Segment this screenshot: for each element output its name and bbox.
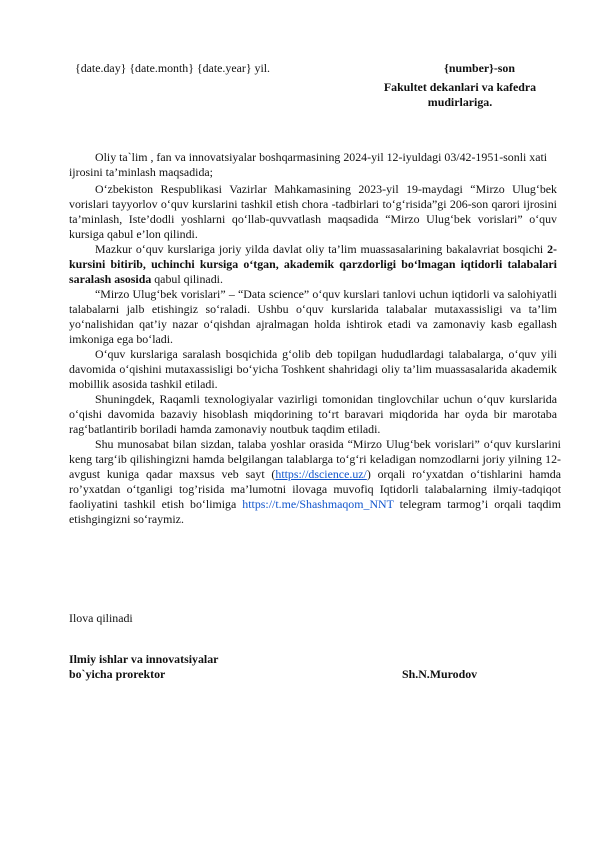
telegram-link[interactable]: https://t.me/Shashmaqom_NNT bbox=[242, 497, 394, 511]
paragraph-7-mid: ) orqali ro‘yxatdan o‘tishlarini hamda ro’yxatdan o‘tganligi tog’risida ma’lumotni ilovaga muvofiq Iqtidorli talabalarning ilmiy-tadqiqot faoliyatini tashkil etish bo‘limiga bbox=[69, 467, 561, 511]
paragraph-7-start: Shu munosabat bilan sizdan, talaba yoshlar orasida “Mirzo Ulug‘bek vorislari” o‘quv kurslarini keng targ‘ib qilishingizni hamda belgilangan talablarga to‘g‘ri keladigan nomzodlarni joriy yilning 12-avgust kuniga qadar maxsus veb sayt ( bbox=[69, 437, 561, 481]
paragraph-4: “Mirzo Ulug‘bek vorislari” – “Data science” o‘quv kurslari tanlovi uchun iqtidorli va salohiyatli talabalarni jalb etishingiz so‘raladi. Ushbu o‘quv kurslarida talabalar mutaxassisligi va ta’lim yo‘nalishidan qat’iy nazar o‘qishdan ajralmagan holda ishtirok etadi va zamonaviy kasb egallash imkoniga ega bo‘ladi. bbox=[69, 287, 557, 346]
paragraph-7 bbox=[69, 437, 561, 527]
paragraph-3-start: Mazkur o‘quv kurslariga joriy yilda davlat oliy ta’lim muassasalarining bakalavriat bosqichi bbox=[95, 242, 548, 256]
signature-title bbox=[69, 652, 218, 682]
paragraph-3-bold: 2-kursini bitirib, uchinchi kursiga o‘tgan, akademik qarzdorligi bo‘lmagan iqtidorli talabalari saralash asosida bbox=[69, 242, 557, 286]
addressee-block bbox=[360, 80, 560, 110]
dscience-link[interactable]: https://dscience.uz/ bbox=[275, 467, 367, 481]
paragraph-3-end: qabul qilinadi. bbox=[151, 272, 223, 286]
paragraph-2: O‘zbekiston Respublikasi Vazirlar Mahkamasining 2023-yil 19-maydagi “Mirzo Ulug‘bek vorislari tayyorlov o‘quv kurslarini tashkil etish chora -tadbirlari to‘g‘risida”gi 206-son qarori ijrosini ta’minlash, Iste’dodli yoshlarni qo‘llab-quvvatlash maqsadida “Mirzo Ulug‘bek vorislari” o‘quv kursiga qabul e’lon qilindi. bbox=[69, 182, 557, 241]
paragraph-5: O‘quv kurslariga saralash bosqichida g‘olib deb topilgan hududlardagi talabalarga, o‘quv yili davomida o‘qishini mutaxassisligi bo‘yicha Toshkent shahridagi oliy ta’lim muassasalarida akademik mobillik asosida tashkil etiladi. bbox=[69, 347, 557, 391]
signature-title-line-2: bo`yicha prorektor bbox=[69, 667, 166, 681]
signer-name: Sh.N.Murodov bbox=[402, 667, 478, 681]
paragraph-3 bbox=[69, 242, 557, 287]
paragraph-1: Oliy ta`lim , fan va innovatsiyalar boshqarmasining 2024-yil 12-iyuldagi 03/42-1951-sonli xati ijrosini ta’minlash maqsadida; bbox=[69, 150, 548, 179]
letter-body bbox=[69, 150, 561, 527]
addressee-line-1: Fakultet dekanlari va kafedra bbox=[383, 80, 537, 94]
letter-number: {number}-son bbox=[444, 61, 515, 75]
letter-date: {date.day} {date.month} {date.year} yil. bbox=[75, 61, 271, 75]
paragraph-7-end: telegram tarmog’i orqali taqdim etishgingizni so‘raymiz. bbox=[69, 497, 561, 526]
paragraph-6: Shuningdek, Raqamli texnologiyalar vazirligi tomonidan tinglovchilar uchun o‘quv kurslarida o‘qishi davomida bazaviy hisoblash miqdorining to‘rt baravari miqdorida har oyda bir marotaba rag‘batlantirib boriladi hamda zamonaviy noutbuk taqdim etiladi. bbox=[69, 392, 557, 436]
attachment-note: Ilova qilinadi bbox=[69, 611, 133, 625]
addressee-line-2: mudirlariga. bbox=[427, 95, 493, 109]
signature-title-line-1: Ilmiy ishlar va innovatsiyalar bbox=[69, 652, 219, 666]
letter-header bbox=[75, 61, 515, 77]
